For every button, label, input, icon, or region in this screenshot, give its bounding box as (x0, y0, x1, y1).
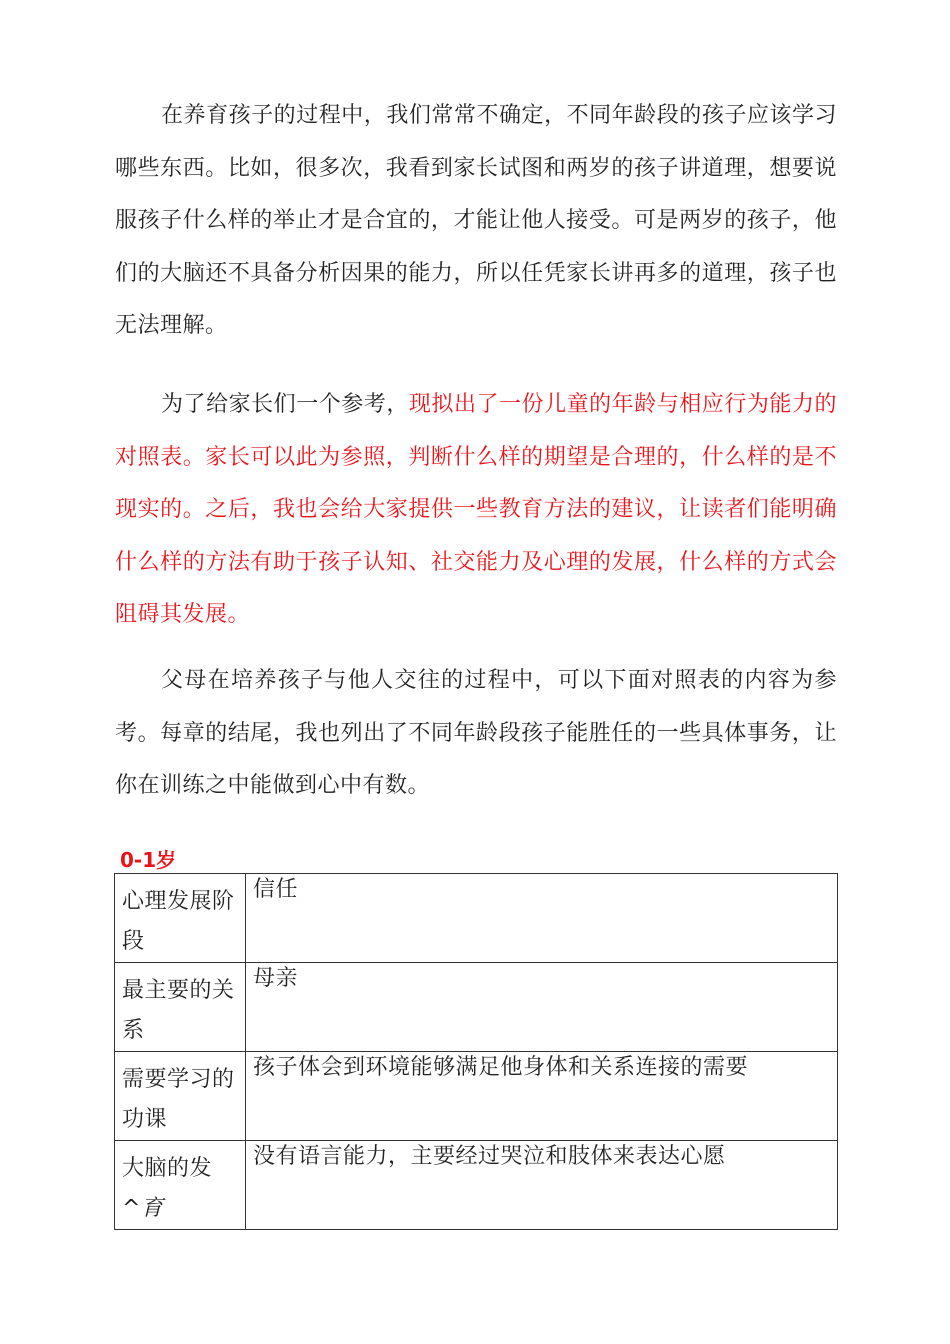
paragraph-guidance-text: 父母在培养孩子与他人交往的过程中，可以下面对照表的内容为参考。每章的结尾，我也列出了不同年龄段孩子能胜任的一些具体事务，让你在训练之中能做到心中有数。 (115, 668, 837, 798)
paragraph-intro (115, 90, 837, 353)
row-label-brain-tail: ^育 (122, 1196, 164, 1221)
row-label-brain (115, 1141, 245, 1229)
table-value-cell (246, 1141, 838, 1230)
age-section-title: 0-1岁 (120, 848, 177, 872)
table-value-cell (246, 1052, 838, 1141)
table-label-cell (115, 874, 246, 963)
table-row (115, 963, 838, 1052)
row-label-relationship: 最主要的关系 (122, 978, 235, 1043)
row-label-stage: 心理发展阶段 (122, 889, 235, 954)
row-label-brain-head: 大脑的发 (122, 1156, 213, 1181)
table-row (115, 1141, 838, 1230)
row-value-relationship: 母亲 (253, 966, 299, 991)
row-value-lesson: 孩子体会到环境能够满足他身体和关系连接的需要 (253, 1055, 749, 1080)
row-label-lesson: 需要学习的功课 (122, 1067, 235, 1132)
row-value-brain: 没有语言能力，主要经过哭泣和肢体来表达心愿 (253, 1144, 726, 1169)
table-value-cell (246, 963, 838, 1052)
table-value-cell (246, 874, 838, 963)
row-value-stage: 信任 (253, 877, 299, 902)
paragraph-reference (115, 379, 837, 642)
age-behavior-table (114, 873, 838, 1230)
table-row (115, 1052, 838, 1141)
paragraph-intro-text: 在养育孩子的过程中，我们常常不确定，不同年龄段的孩子应该学习哪些东西。比如，很多次，我看到家长试图和两岁的孩子讲道理，想要说服孩子什么样的举止才是合宜的，才能让他人接受。可是两岁的孩子，他们的大脑还不具备分析因果的能力，所以任凭家长讲再多的道理，孩子也无法理解。 (115, 103, 837, 338)
table-row (115, 874, 838, 963)
paragraph-reference-lead: 为了给家长们一个参考， (161, 392, 409, 417)
paragraph-reference-highlight: 现拟出了一份儿童的年龄与相应行为能力的对照表。家长可以此为参照，判断什么样的期望是合理的，什么样的是不现实的。之后，我也会给大家提供一些教育方法的建议，让读者们能明确什么样的方法有助于孩子认知、社交能力及心理的发展，什么样的方式会阻碍其发展。 (115, 392, 837, 627)
table-label-cell (115, 1141, 246, 1230)
table-label-cell (115, 1052, 246, 1141)
paragraph-guidance (115, 655, 837, 813)
table-label-cell (115, 963, 246, 1052)
